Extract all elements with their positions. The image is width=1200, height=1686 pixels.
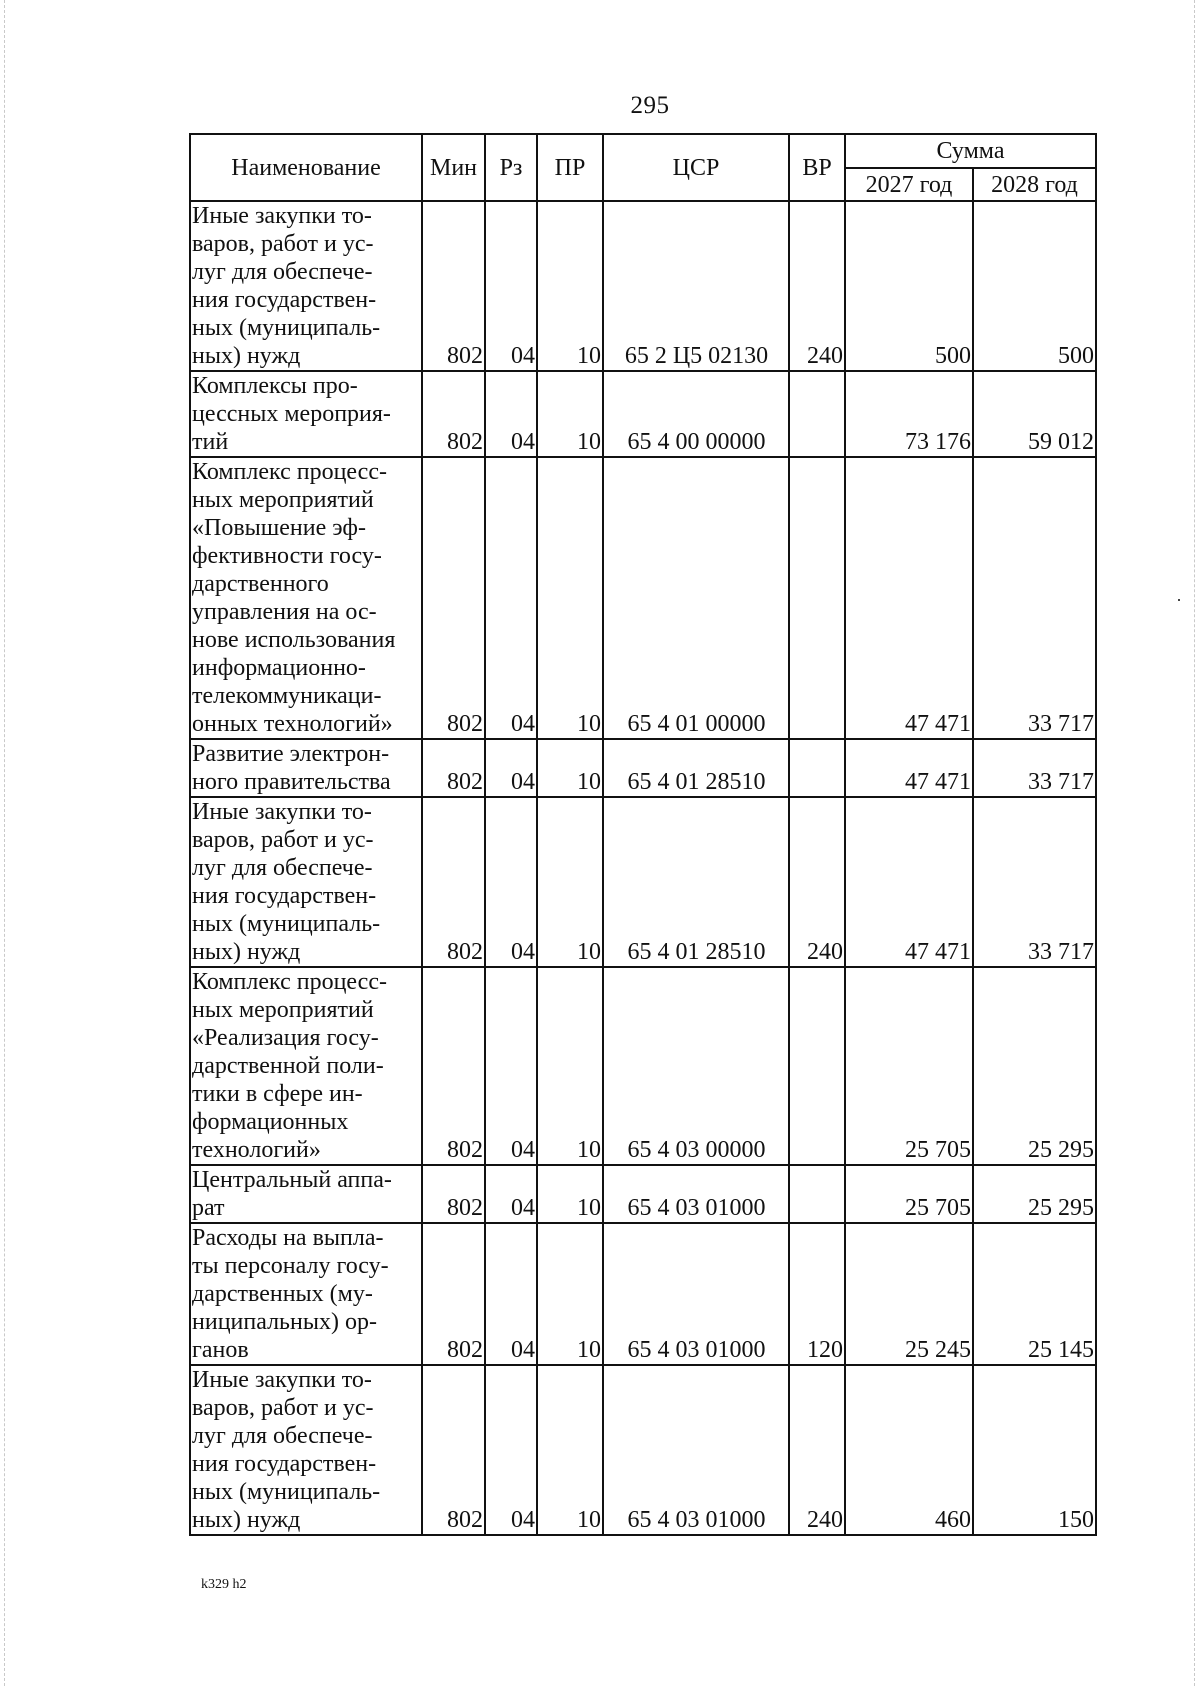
amount-2028-cell: 59 012: [973, 371, 1096, 457]
row-name-line: информационно-: [192, 655, 366, 681]
row-name-cell: [190, 1223, 422, 1365]
scan-speck: [1178, 599, 1180, 601]
amount-2028-cell: 25 295: [973, 967, 1096, 1165]
row-name-cell: [190, 739, 422, 797]
row-name-line: Иные закупки то-: [192, 203, 372, 229]
table-header: [190, 134, 1096, 201]
subsection-code-cell: 10: [537, 201, 603, 371]
amount-2028-cell: 500: [973, 201, 1096, 371]
section-code-cell: 04: [485, 1223, 537, 1365]
row-name-line: дарственных (му-: [192, 1281, 373, 1307]
table-row: [190, 967, 1096, 1165]
row-name-line: ния государствен-: [192, 287, 377, 313]
header-year-2028: 2028 год: [973, 168, 1096, 201]
expense-type-code-cell: 240: [789, 201, 845, 371]
scan-left-edge: [4, 0, 5, 1686]
amount-2028-cell: 33 717: [973, 457, 1096, 739]
ministry-code-cell: 802: [422, 797, 485, 967]
row-name-line: дарственного: [192, 571, 329, 597]
ministry-code-cell: 802: [422, 1165, 485, 1223]
row-name-line: ных) нужд: [192, 1507, 301, 1533]
header-min: Мин: [422, 134, 485, 201]
row-name-line: дарственной поли-: [192, 1053, 384, 1079]
target-article-code-cell: 65 4 03 01000: [603, 1223, 789, 1365]
header-vr: ВР: [789, 134, 845, 201]
table-row: [190, 739, 1096, 797]
scan-right-edge: [1194, 0, 1195, 1686]
amount-2027-cell: 460: [845, 1365, 973, 1535]
target-article-code-cell: 65 4 01 28510: [603, 739, 789, 797]
subsection-code-cell: 10: [537, 1223, 603, 1365]
target-article-code-cell: 65 4 03 01000: [603, 1365, 789, 1535]
row-name-cell: [190, 1165, 422, 1223]
row-name-line: ниципальных) ор-: [192, 1309, 377, 1335]
table-row: [190, 1223, 1096, 1365]
section-code-cell: 04: [485, 457, 537, 739]
header-sum: Сумма: [845, 134, 1096, 168]
section-code-cell: 04: [485, 201, 537, 371]
row-name-line: Расходы на выпла-: [192, 1225, 384, 1251]
row-name-cell: [190, 371, 422, 457]
target-article-code-cell: 65 4 03 01000: [603, 1165, 789, 1223]
expense-type-code-cell: 240: [789, 797, 845, 967]
row-name-line: луг для обеспече-: [192, 259, 373, 285]
row-name-cell: [190, 457, 422, 739]
amount-2028-cell: 25 145: [973, 1223, 1096, 1365]
amount-2027-cell: 25 245: [845, 1223, 973, 1365]
subsection-code-cell: 10: [537, 371, 603, 457]
row-name-cell: [190, 201, 422, 371]
section-code-cell: 04: [485, 1365, 537, 1535]
row-name-line: луг для обеспече-: [192, 855, 373, 881]
subsection-code-cell: 10: [537, 967, 603, 1165]
amount-2027-cell: 500: [845, 201, 973, 371]
expense-type-code-cell: [789, 967, 845, 1165]
row-name-line: тий: [192, 429, 229, 455]
section-code-cell: 04: [485, 739, 537, 797]
page-number: 295: [630, 92, 670, 119]
row-name-line: ганов: [192, 1337, 249, 1363]
target-article-code-cell: 65 4 01 00000: [603, 457, 789, 739]
expense-type-code-cell: 120: [789, 1223, 845, 1365]
ministry-code-cell: 802: [422, 371, 485, 457]
ministry-code-cell: 802: [422, 201, 485, 371]
row-name-line: тики в сфере ин-: [192, 1081, 363, 1107]
row-name-line: «Повышение эф-: [192, 515, 366, 541]
row-name-line: формационных: [192, 1109, 349, 1135]
footer-code: k329 h2: [201, 1577, 247, 1592]
ministry-code-cell: 802: [422, 1365, 485, 1535]
row-name-line: ных (муниципаль-: [192, 1479, 381, 1505]
amount-2028-cell: 150: [973, 1365, 1096, 1535]
table-row: [190, 1165, 1096, 1223]
row-name-line: ния государствен-: [192, 883, 377, 909]
amount-2027-cell: 47 471: [845, 457, 973, 739]
table-body: [190, 201, 1096, 1535]
row-name-line: онных технологий»: [192, 711, 393, 737]
amount-2028-cell: 25 295: [973, 1165, 1096, 1223]
row-name-line: Комплексы про-: [192, 373, 358, 399]
subsection-code-cell: 10: [537, 1165, 603, 1223]
target-article-code-cell: 65 4 01 28510: [603, 797, 789, 967]
row-name-line: управления на ос-: [192, 599, 377, 625]
expense-type-code-cell: [789, 457, 845, 739]
row-name-line: телекоммуникаци-: [192, 683, 382, 709]
amount-2027-cell: 73 176: [845, 371, 973, 457]
row-name-line: луг для обеспече-: [192, 1423, 373, 1449]
table-row: [190, 371, 1096, 457]
row-name-line: Развитие электрон-: [192, 741, 390, 767]
row-name-line: Иные закупки то-: [192, 799, 372, 825]
budget-table: [189, 133, 1097, 1536]
amount-2027-cell: 47 471: [845, 797, 973, 967]
row-name-line: Иные закупки то-: [192, 1367, 372, 1393]
row-name-cell: [190, 967, 422, 1165]
header-pr: ПР: [537, 134, 603, 201]
row-name-line: варов, работ и ус-: [192, 231, 374, 257]
target-article-code-cell: 65 2 Ц5 02130: [603, 201, 789, 371]
section-code-cell: 04: [485, 967, 537, 1165]
amount-2027-cell: 47 471: [845, 739, 973, 797]
target-article-code-cell: 65 4 03 00000: [603, 967, 789, 1165]
subsection-code-cell: 10: [537, 457, 603, 739]
ministry-code-cell: 802: [422, 457, 485, 739]
section-code-cell: 04: [485, 371, 537, 457]
row-name-cell: [190, 1365, 422, 1535]
expense-type-code-cell: [789, 371, 845, 457]
expense-type-code-cell: 240: [789, 1365, 845, 1535]
row-name-line: нове использования: [192, 627, 396, 653]
row-name-line: Комплекс процесс-: [192, 969, 387, 995]
row-name-line: ния государствен-: [192, 1451, 377, 1477]
row-name-line: ных) нужд: [192, 939, 301, 965]
amount-2028-cell: 33 717: [973, 797, 1096, 967]
ministry-code-cell: 802: [422, 1223, 485, 1365]
amount-2028-cell: 33 717: [973, 739, 1096, 797]
subsection-code-cell: 10: [537, 797, 603, 967]
table-row: [190, 797, 1096, 967]
row-name-line: ных мероприятий: [192, 487, 374, 513]
row-name-line: цессных мероприя-: [192, 401, 391, 427]
row-name-line: фективности госу-: [192, 543, 382, 569]
header-name: Наименование: [190, 134, 422, 201]
subsection-code-cell: 10: [537, 1365, 603, 1535]
row-name-line: ных мероприятий: [192, 997, 374, 1023]
row-name-line: рат: [192, 1195, 225, 1221]
row-name-line: Центральный аппа-: [192, 1167, 392, 1193]
row-name-line: варов, работ и ус-: [192, 827, 374, 853]
row-name-line: ты персоналу госу-: [192, 1253, 389, 1279]
ministry-code-cell: 802: [422, 967, 485, 1165]
target-article-code-cell: 65 4 00 00000: [603, 371, 789, 457]
row-name-line: Комплекс процесс-: [192, 459, 387, 485]
section-code-cell: 04: [485, 1165, 537, 1223]
table-row: [190, 201, 1096, 371]
header-year-2027: 2027 год: [845, 168, 973, 201]
header-csr: ЦСР: [603, 134, 789, 201]
ministry-code-cell: 802: [422, 739, 485, 797]
amount-2027-cell: 25 705: [845, 967, 973, 1165]
expense-type-code-cell: [789, 1165, 845, 1223]
row-name-line: варов, работ и ус-: [192, 1395, 374, 1421]
table-row: [190, 1365, 1096, 1535]
row-name-line: «Реализация госу-: [192, 1025, 379, 1051]
row-name-line: ного правительства: [192, 769, 391, 795]
row-name-cell: [190, 797, 422, 967]
expense-type-code-cell: [789, 739, 845, 797]
header-rz: Рз: [485, 134, 537, 201]
section-code-cell: 04: [485, 797, 537, 967]
row-name-line: ных (муниципаль-: [192, 315, 381, 341]
row-name-line: ных (муниципаль-: [192, 911, 381, 937]
subsection-code-cell: 10: [537, 739, 603, 797]
row-name-line: ных) нужд: [192, 343, 301, 369]
amount-2027-cell: 25 705: [845, 1165, 973, 1223]
table-row: [190, 457, 1096, 739]
row-name-line: технологий»: [192, 1137, 321, 1163]
